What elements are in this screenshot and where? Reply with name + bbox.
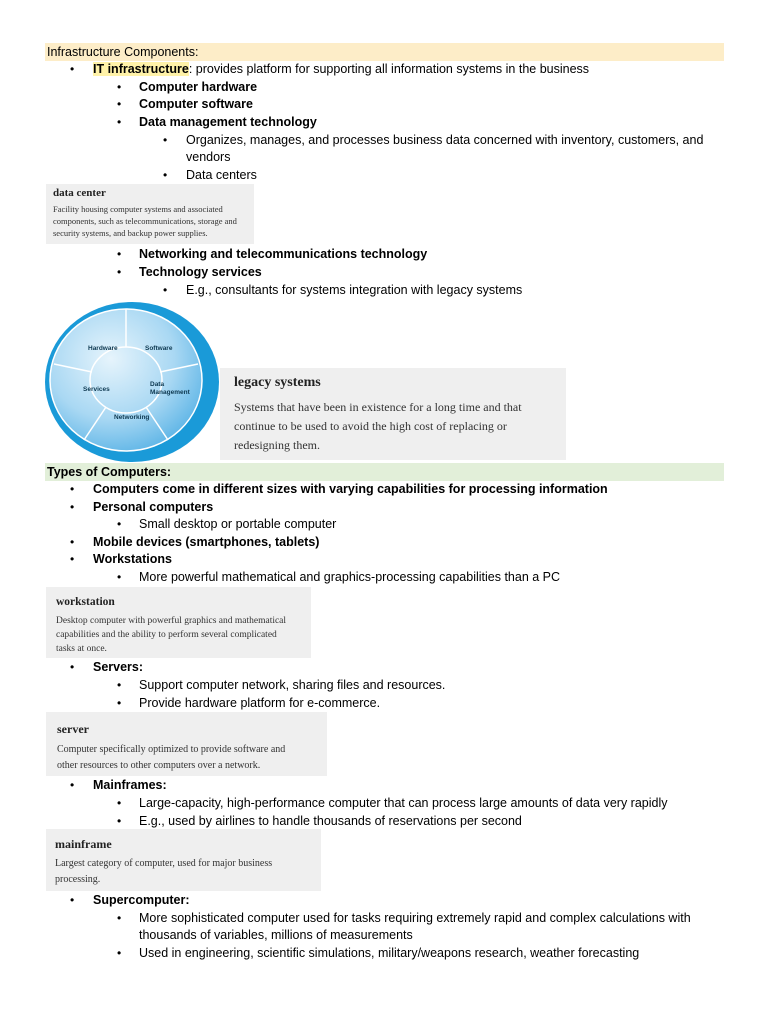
def-line: Facility housing computer systems and associated	[53, 204, 223, 214]
item-workstations: Workstations	[93, 552, 172, 566]
bullet: •	[70, 893, 75, 907]
bullet: •	[163, 283, 168, 297]
def-workstation	[46, 587, 311, 658]
def-line: components, such as telecommunications, storage and	[53, 216, 237, 226]
dm-sub-organizes: Organizes, manages, and processes business data concerned with inventory, customers, and	[186, 133, 704, 147]
item-servers: Servers:	[93, 660, 144, 674]
wheel-svg	[44, 300, 220, 462]
def-legacy-systems	[220, 368, 566, 460]
wheel-label-software: Software	[145, 345, 173, 352]
item-intro: Computers come in different sizes with varying capabilities for processing information	[93, 482, 608, 496]
bullet: •	[117, 911, 122, 925]
def-line: continue to be used to avoid the high cost of replacing or	[234, 419, 507, 433]
super-sub: Used in engineering, scientific simulations, military/weapons research, weather forecasting	[139, 946, 640, 960]
pc-sub: Small desktop or portable computer	[139, 517, 337, 531]
def-line: processing.	[55, 874, 101, 885]
bullet: •	[117, 946, 122, 960]
bullet: •	[70, 552, 75, 566]
def-line: Desktop computer with powerful graphics and mathematical	[56, 616, 287, 626]
dm-sub-vendors: vendors	[186, 150, 231, 164]
def-line: capabilities and the ability to perform several complicated	[56, 630, 277, 640]
bullet: •	[163, 168, 168, 182]
bullet: •	[117, 115, 122, 129]
bullet: •	[70, 62, 75, 76]
def-line: tasks at once.	[56, 644, 107, 654]
bullet: •	[117, 247, 122, 261]
wheel-label-data: Data	[150, 381, 165, 388]
def-term: workstation	[56, 596, 115, 608]
bullet: •	[117, 97, 122, 111]
wheel-label-networking: Networking	[114, 414, 150, 421]
dm-sub-data-centers: Data centers	[186, 168, 257, 182]
bullet: •	[70, 535, 75, 549]
def-mainframe	[46, 829, 321, 891]
bullet: •	[117, 570, 122, 584]
item-data-management: Data management technology	[139, 115, 317, 129]
it-infrastructure-term: IT infrastructure	[93, 62, 189, 76]
super-sub: More sophisticated computer used for tasks requiring extremely rapid and complex calculations with	[139, 911, 691, 925]
def-server	[46, 712, 327, 776]
it-infrastructure-desc: : provides platform for supporting all information systems in the business	[188, 62, 590, 76]
item-networking: Networking and telecommunications technology	[139, 247, 428, 261]
bullet: •	[117, 80, 122, 94]
bullet: •	[117, 696, 122, 710]
super-sub: thousands of variables, millions of measurements	[139, 928, 413, 942]
item-mobile-devices: Mobile devices (smartphones, tablets)	[93, 535, 320, 549]
servers-sub: Provide hardware platform for e-commerce.	[139, 696, 381, 710]
def-line: security systems, and backup power supplies.	[53, 228, 208, 238]
wheel-label-services: Services	[83, 386, 110, 393]
def-term: mainframe	[55, 837, 112, 851]
bullet: •	[70, 778, 75, 792]
item-technology-services: Technology services	[139, 265, 262, 279]
bullet: •	[117, 814, 122, 828]
def-term: server	[57, 722, 89, 736]
ts-sub-consultants: E.g., consultants for systems integration with legacy systems	[186, 283, 523, 297]
mf-sub: Large-capacity, high-performance computer that can process large amounts of data very rapidly	[139, 796, 668, 810]
section-heading-types-of-computers: Types of Computers:	[47, 465, 172, 479]
def-line: redesigning them.	[234, 438, 320, 452]
def-line: Systems that have been in existence for a long time and that	[234, 400, 522, 414]
bullet: •	[117, 517, 122, 531]
mf-sub: E.g., used by airlines to handle thousands of reservations per second	[139, 814, 522, 828]
item-computer-hardware: Computer hardware	[139, 80, 258, 94]
def-data-center	[46, 184, 254, 244]
servers-sub: Support computer network, sharing files and resources.	[139, 678, 446, 692]
bullet: •	[117, 265, 122, 279]
def-line: Computer specifically optimized to provide software and	[57, 744, 286, 755]
ws-sub: More powerful mathematical and graphics-processing capabilities than a PC	[139, 570, 561, 584]
it-infrastructure-line	[93, 61, 589, 77]
item-mainframes: Mainframes:	[93, 778, 167, 792]
bullet: •	[117, 678, 122, 692]
item-supercomputer: Supercomputer:	[93, 893, 190, 907]
bullet: •	[117, 796, 122, 810]
wheel-label-management: Management	[150, 389, 190, 396]
def-term: legacy systems	[234, 375, 321, 390]
bullet: •	[70, 500, 75, 514]
infrastructure-wheel-diagram	[44, 300, 220, 462]
section-heading-infrastructure: Infrastructure Components:	[47, 45, 199, 59]
def-term: data center	[53, 187, 106, 199]
bullet: •	[70, 482, 75, 496]
def-line: other resources to other computers over a network.	[57, 760, 261, 771]
wheel-label-hardware: Hardware	[88, 345, 118, 352]
def-line: Largest category of computer, used for major business	[55, 858, 273, 869]
item-personal-computers: Personal computers	[93, 500, 214, 514]
item-computer-software: Computer software	[139, 97, 253, 111]
bullet: •	[70, 660, 75, 674]
bullet: •	[163, 133, 168, 147]
